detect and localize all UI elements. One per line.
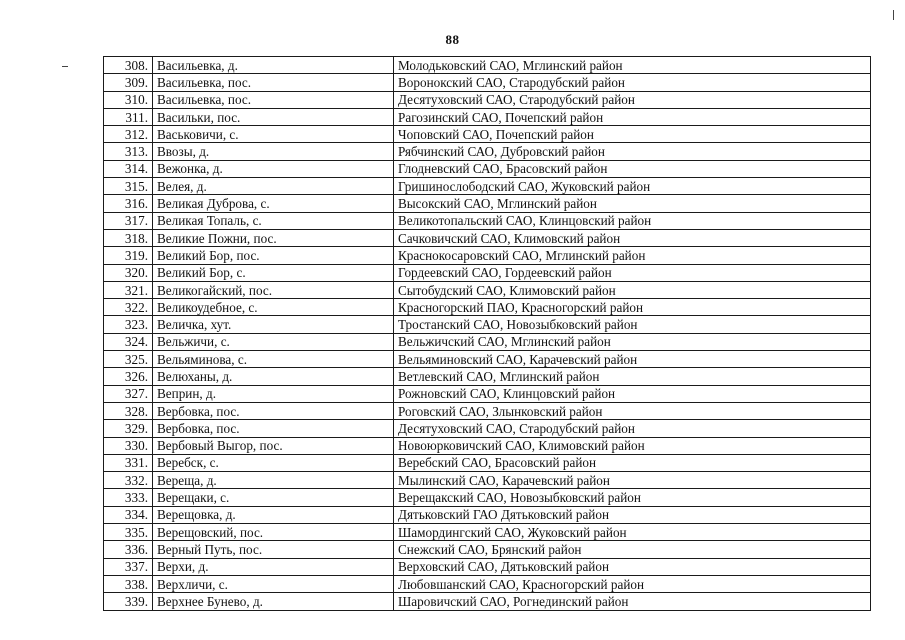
settlement-name-cell: Великоудебное, с. [153, 299, 394, 316]
settlement-name-cell: Великий Бор, с. [153, 264, 394, 281]
table-row [104, 351, 871, 368]
administrative-unit-cell: Воронокский САО, Стародубский район [394, 74, 871, 91]
administrative-unit-cell: Шамордингский САО, Жуковский район [394, 524, 871, 541]
settlements-table [103, 56, 871, 611]
settlement-name-cell: Веприн, д. [153, 385, 394, 402]
table-row [104, 368, 871, 385]
administrative-unit-cell: Вельяминовский САО, Карачевский район [394, 351, 871, 368]
settlement-name-cell: Верхличи, с. [153, 575, 394, 592]
row-number-cell: 334. [104, 506, 153, 523]
table-row [104, 575, 871, 592]
table-row [104, 420, 871, 437]
row-number-cell: 325. [104, 351, 153, 368]
administrative-unit-cell: Дятьковский ГАО Дятьковский район [394, 506, 871, 523]
row-number-cell: 320. [104, 264, 153, 281]
settlement-name-cell: Ввозы, д. [153, 143, 394, 160]
settlement-name-cell: Веребск, с. [153, 454, 394, 471]
row-number-cell: 333. [104, 489, 153, 506]
settlement-name-cell: Верещаки, с. [153, 489, 394, 506]
row-number-cell: 329. [104, 420, 153, 437]
table-row [104, 57, 871, 74]
administrative-unit-cell: Вельжичский САО, Мглинский район [394, 333, 871, 350]
administrative-unit-cell: Великотопальский САО, Клинцовский район [394, 212, 871, 229]
administrative-unit-cell: Десятуховский САО, Стародубский район [394, 420, 871, 437]
administrative-unit-cell: Рябчинский САО, Дубровский район [394, 143, 871, 160]
settlement-name-cell: Великогайский, пос. [153, 281, 394, 298]
row-number-cell: 310. [104, 91, 153, 108]
administrative-unit-cell: Сытобудский САО, Климовский район [394, 281, 871, 298]
table-row [104, 91, 871, 108]
settlement-name-cell: Васильевка, пос. [153, 74, 394, 91]
settlement-name-cell: Великая Дуброва, с. [153, 195, 394, 212]
settlement-name-cell: Великие Пожни, пос. [153, 229, 394, 246]
row-number-cell: 315. [104, 178, 153, 195]
row-number-cell: 327. [104, 385, 153, 402]
table-row [104, 558, 871, 575]
administrative-unit-cell: Ветлевский САО, Мглинский район [394, 368, 871, 385]
table-row [104, 524, 871, 541]
row-number-cell: 321. [104, 281, 153, 298]
administrative-unit-cell: Веребский САО, Брасовский район [394, 454, 871, 471]
administrative-unit-cell: Тростанский САО, Новозыбковский район [394, 316, 871, 333]
administrative-unit-cell: Десятуховский САО, Стародубский район [394, 91, 871, 108]
settlement-name-cell: Великая Топаль, с. [153, 212, 394, 229]
row-number-cell: 313. [104, 143, 153, 160]
administrative-unit-cell: Роговский САО, Злынковский район [394, 402, 871, 419]
settlement-name-cell: Верхи, д. [153, 558, 394, 575]
scan-mark-left [62, 66, 68, 67]
table-row [104, 212, 871, 229]
table-row [104, 195, 871, 212]
administrative-unit-cell: Снежский САО, Брянский район [394, 541, 871, 558]
row-number-cell: 330. [104, 437, 153, 454]
row-number-cell: 312. [104, 126, 153, 143]
administrative-unit-cell: Высокский САО, Мглинский район [394, 195, 871, 212]
table-row [104, 178, 871, 195]
administrative-unit-cell: Мылинский САО, Карачевский район [394, 472, 871, 489]
table-row [104, 489, 871, 506]
table-row [104, 541, 871, 558]
administrative-unit-cell: Краснокосаровский САО, Мглинский район [394, 247, 871, 264]
table-row [104, 402, 871, 419]
table-row [104, 281, 871, 298]
administrative-unit-cell: Гордеевский САО, Гордеевский район [394, 264, 871, 281]
page-number: 88 [445, 32, 460, 47]
table-row [104, 143, 871, 160]
row-number-cell: 339. [104, 593, 153, 610]
row-number-cell: 323. [104, 316, 153, 333]
scan-mark-right [893, 10, 894, 20]
row-number-cell: 311. [104, 108, 153, 125]
settlement-name-cell: Великий Бор, пос. [153, 247, 394, 264]
row-number-cell: 335. [104, 524, 153, 541]
administrative-unit-cell: Сачковичский САО, Климовский район [394, 229, 871, 246]
table-row [104, 74, 871, 91]
table-row [104, 108, 871, 125]
row-number-cell: 332. [104, 472, 153, 489]
row-number-cell: 338. [104, 575, 153, 592]
administrative-unit-cell: Верховский САО, Дятьковский район [394, 558, 871, 575]
settlement-name-cell: Вельяминова, с. [153, 351, 394, 368]
administrative-unit-cell: Новоюрковичский САО, Климовский район [394, 437, 871, 454]
row-number-cell: 331. [104, 454, 153, 471]
table-row [104, 333, 871, 350]
table-row [104, 472, 871, 489]
settlement-name-cell: Вербовый Выгор, пос. [153, 437, 394, 454]
table-row [104, 437, 871, 454]
row-number-cell: 317. [104, 212, 153, 229]
administrative-unit-cell: Любовшанский САО, Красногорский район [394, 575, 871, 592]
settlement-name-cell: Васильевка, пос. [153, 91, 394, 108]
settlement-name-cell: Васильевка, д. [153, 57, 394, 74]
row-number-cell: 318. [104, 229, 153, 246]
administrative-unit-cell: Верещакский САО, Новозыбковский район [394, 489, 871, 506]
settlement-name-cell: Величка, хут. [153, 316, 394, 333]
administrative-unit-cell: Красногорский ПАО, Красногорский район [394, 299, 871, 316]
settlement-name-cell: Вербовка, пос. [153, 420, 394, 437]
table-row [104, 506, 871, 523]
administrative-unit-cell: Гришинослободский САО, Жуковский район [394, 178, 871, 195]
table-row [104, 229, 871, 246]
table-row [104, 299, 871, 316]
row-number-cell: 337. [104, 558, 153, 575]
row-number-cell: 314. [104, 160, 153, 177]
settlement-name-cell: Верещовка, д. [153, 506, 394, 523]
row-number-cell: 326. [104, 368, 153, 385]
row-number-cell: 316. [104, 195, 153, 212]
table-row [104, 160, 871, 177]
administrative-unit-cell: Глодневский САО, Брасовский район [394, 160, 871, 177]
table-row [104, 247, 871, 264]
table-row [104, 264, 871, 281]
settlement-name-cell: Васильки, пос. [153, 108, 394, 125]
settlement-name-cell: Вельжичи, с. [153, 333, 394, 350]
settlement-name-cell: Васьковичи, с. [153, 126, 394, 143]
settlement-name-cell: Вежонка, д. [153, 160, 394, 177]
table-row [104, 454, 871, 471]
row-number-cell: 324. [104, 333, 153, 350]
table-row [104, 385, 871, 402]
administrative-unit-cell: Молодьковский САО, Мглинский район [394, 57, 871, 74]
row-number-cell: 328. [104, 402, 153, 419]
settlement-name-cell: Верещовский, пос. [153, 524, 394, 541]
row-number-cell: 319. [104, 247, 153, 264]
settlement-name-cell: Вереща, д. [153, 472, 394, 489]
row-number-cell: 322. [104, 299, 153, 316]
row-number-cell: 308. [104, 57, 153, 74]
administrative-unit-cell: Шаровичский САО, Рогнединский район [394, 593, 871, 610]
administrative-unit-cell: Рагозинский САО, Почепский район [394, 108, 871, 125]
row-number-cell: 336. [104, 541, 153, 558]
settlement-name-cell: Верхнее Бунево, д. [153, 593, 394, 610]
settlement-name-cell: Велюханы, д. [153, 368, 394, 385]
table-row [104, 126, 871, 143]
table-body [104, 57, 871, 611]
table-row [104, 593, 871, 610]
table-row [104, 316, 871, 333]
settlement-name-cell: Велея, д. [153, 178, 394, 195]
administrative-unit-cell: Чоповский САО, Почепский район [394, 126, 871, 143]
settlement-name-cell: Вербовка, пос. [153, 402, 394, 419]
administrative-unit-cell: Рожновский САО, Клинцовский район [394, 385, 871, 402]
row-number-cell: 309. [104, 74, 153, 91]
settlement-name-cell: Верный Путь, пос. [153, 541, 394, 558]
